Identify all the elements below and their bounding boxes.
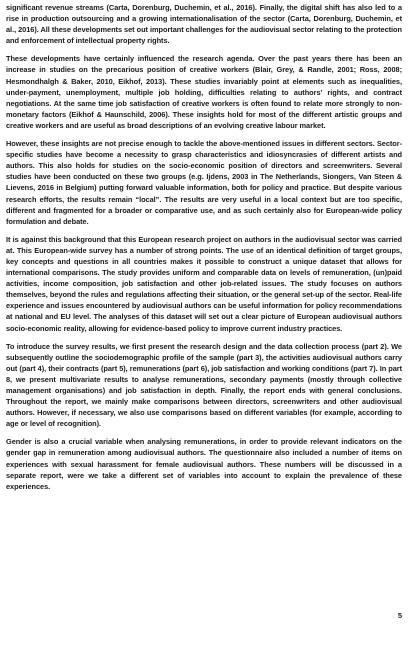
paragraph-report-structure: To introduce the survey results, we first present the research design and the data collection process (part 2). We subsequently outline the sociodemographic profile of the sample (part 3), the activities audiovisual authors carry out (part 4), their contracts (part 5), remunerations (part 6), job satisfaction and working conditions (part 7). In part 8, we present multivariate results to analyse remunerations, secondary payments (mostly through collective management organisations) and job satisfaction in depth. Finally, the report ends with general conclusions. Throughout the report, we mainly make comparisons between directors, screenwriters and other audiovisual authors. However, if necessary, we also use comparisons based on different variables (for example, according to age or level of recognition). [6, 341, 402, 429]
paragraph-project-background: It is against this background that this European research project on authors in the audiovisual sector was carried at. This European-wide survey has a number of strong points. The use of an identical definition of target groups, key concepts and questions in all countries makes it possible to construct a unique dataset that allows for international comparisons. The study provides uniform and comparable data on levels of remuneration, (un)paid activities, income composition, job satisfaction and other job-related issues. The study focuses on authors themselves, beyond the rules and regulations affecting their situation, or the general set-up of the sector. Real-life experience and issues encountered by audiovisual authors can be useful information for policy recommendations at national and EU level. The analyses of this dataset will set out a clear picture of European audiovisual authors socio-economic reality, allowing for evidence-based policy to improve current industry practices. [6, 234, 402, 333]
paragraph-sector-specific-studies: However, these insights are not precise enough to tackle the above-mentioned issues in different sectors. Sector-specific studies have become a necessity to grasp characteristics and idiosyncrasies of different artists and authors. This also holds for studies on the socio-economic position of directors and screenwriters. Several studies have been conducted on these two groups (e.g. Ijdens, 2003 in The Netherlands, Siongers, Van Steen & Lievens, 2016 in Belgium) putting forward valuable information, both for policy and practice. But despite various research efforts, the results remain “local”. The results are very useful in a local context but are too specific, different and fragmented for a broader or comparative use, and as such certainly also for European-wide policy formulation and debate. [6, 139, 402, 226]
paragraph-revenue-streams: significant revenue streams (Carta, Dorenburg, Duchemin, et al., 2016). Finally, the digital shift has also led to a rise in production outsourcing and a growing internationalisation of the sector (Carta, Dorenburg, Duchemin, et al., 2016). All these developments set out important challenges for the audiovisual sector relating to the protection and enforcement of intellectual property rights. [6, 3, 402, 46]
paragraph-gender: Gender is also a crucial variable when analysing remunerations, in order to provide relevant indicators on the gender gap in remuneration among audiovisual authors. The questionnaire also included a number of items on experiences with sexual harassment for female audiovisual authors. These numbers will be discussed in a separate report, were we take a different set of variables into account to explain the prevalence of these experiences. [6, 437, 402, 491]
paragraph-research-agenda: These developments have certainly influenced the research agenda. Over the past years there has been an increase in studies on the precarious position of creative workers (Blair, Grey, & Randle, 2001; Ross, 2008; Hesmondhalgh & Baker, 2010, Eikhof, 2013). These studies invariably point at elements such as inequalities, under-payment, unemployment, multiple job holding, difficulties relating to authors’ rights, and contract negotiations. At the same time job satisfaction of creative workers is often found to relate more strongly to non-monetary factors (Eikhof & Haunschild, 2006). These insights hold for most of the different artistic groups and creative workers and are useful as broad descriptions of an evolving creative labour market. [6, 54, 402, 130]
page-number: 5 [397, 611, 402, 620]
